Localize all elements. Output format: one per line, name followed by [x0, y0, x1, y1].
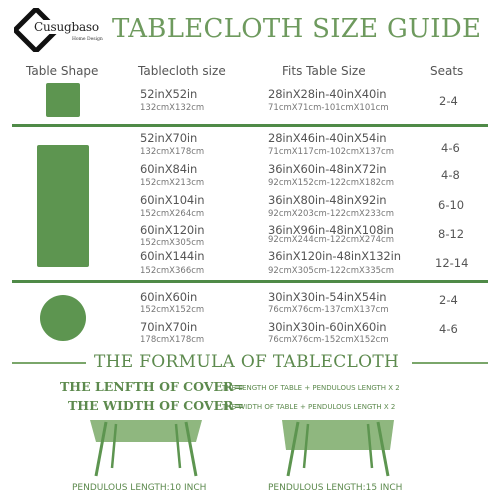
rect-fits-5: 36inX120in-48inX132in: [268, 249, 401, 263]
formula-title: THE FORMULA OF TABLECLOTH: [94, 352, 400, 372]
rect-seats-4: 8-12: [438, 227, 465, 241]
rect-size-2: 60inX84in: [140, 162, 198, 176]
formula-width-text: THE WIDTH OF TABLE + PENDULOUS LENGTH X 2: [222, 403, 396, 411]
rect-seats-5: 12-14: [435, 256, 469, 270]
formula-length-label: THE LENFTH OF COVER=: [60, 379, 244, 394]
round-size-1: 60inX60in: [140, 290, 198, 304]
rect-seats-2: 4-8: [441, 168, 460, 182]
pendulous-length-left: PENDULOUS LENGTH:10 INCH: [72, 483, 207, 493]
section-divider: [12, 124, 488, 127]
round-fits-1: 30inX30in-54inX54in: [268, 290, 387, 304]
rect-fits-cm-5: 92cmX305cm-122cmX335cm: [268, 266, 395, 276]
rect-fits-2: 36inX60in-48inX72in: [268, 162, 387, 176]
rect-seats-3: 6-10: [438, 198, 465, 212]
rect-size-3: 60inX104in: [140, 193, 205, 207]
table-illustration-icon: [278, 418, 398, 478]
round-size-cm-1: 152cmX152cm: [140, 305, 205, 315]
brand-subtitle: Home Design: [72, 37, 103, 42]
rect-size-1: 52inX70in: [140, 131, 198, 145]
rect-seats-1: 4-6: [441, 141, 460, 155]
round-fits-2: 30inX30in-60inX60in: [268, 320, 387, 334]
rect-size-cm-3: 152cmX264cm: [140, 209, 205, 219]
rect-fits-3: 36inX80in-48inX92in: [268, 193, 387, 207]
round-fits-cm-1: 76cmX76cm-137cmX137cm: [268, 305, 389, 315]
square-table-icon: [46, 83, 80, 117]
rect-fits-cm-4: 92cmX244cm-122cmX274cm: [268, 235, 395, 245]
rect-fits-cm-3: 92cmX203cm-122cmX233cm: [268, 209, 395, 219]
rect-fits-1: 28inX46in-40inX54in: [268, 131, 387, 145]
round-size-cm-2: 178cmX178cm: [140, 335, 205, 345]
table-illustration-icon: [86, 418, 206, 478]
rect-size-cm-4: 152cmX305cm: [140, 238, 205, 248]
brand-logo: [14, 6, 106, 56]
round-table-icon: [40, 295, 86, 341]
round-fits-cm-2: 76cmX76cm-152cmX152cm: [268, 335, 389, 345]
rect-fits-cm-1: 71cmX117cm-102cmX137cm: [268, 147, 395, 157]
page-title: TABLECLOTH SIZE GUIDE: [112, 14, 482, 44]
square-size-cm: 132cmX132cm: [140, 103, 205, 113]
pendulous-length-right: PENDULOUS LENGTH:15 INCH: [268, 483, 403, 493]
section-divider: [12, 280, 488, 283]
rect-fits-cm-2: 92cmX152cm-122cmX182cm: [268, 178, 395, 188]
round-size-2: 70inX70in: [140, 320, 198, 334]
round-seats-2: 4-6: [439, 322, 458, 336]
header-tablecloth-size: Tablecloth size: [138, 64, 226, 78]
rect-fits-4: 36inX96in-48inX108in: [268, 223, 394, 237]
header-fits-table-size: Fits Table Size: [282, 64, 366, 78]
rect-size-cm-1: 132cmX178cm: [140, 147, 205, 157]
rect-size-4: 60inX120in: [140, 223, 205, 237]
rectangle-table-icon: [37, 145, 89, 267]
brand-name: Cusugbaso: [34, 20, 99, 34]
square-seats: 2-4: [439, 94, 458, 108]
header-seats: Seats: [430, 64, 464, 78]
rect-size-cm-5: 152cmX366cm: [140, 266, 205, 276]
square-size: 52inX52in: [140, 87, 198, 101]
square-fits-cm: 71cmX71cm-101cmX101cm: [268, 103, 389, 113]
formula-length-text: THE LENGTH OF TABLE + PENDULOUS LENGTH X 2: [222, 384, 400, 392]
rect-size-cm-2: 152cmX213cm: [140, 178, 205, 188]
square-fits: 28inX28in-40inX40in: [268, 87, 387, 101]
round-seats-1: 2-4: [439, 293, 458, 307]
formula-width-label: THE WIDTH OF COVER=: [68, 398, 245, 413]
rect-size-5: 60inX144in: [140, 249, 205, 263]
header-table-shape: Table Shape: [26, 64, 99, 78]
